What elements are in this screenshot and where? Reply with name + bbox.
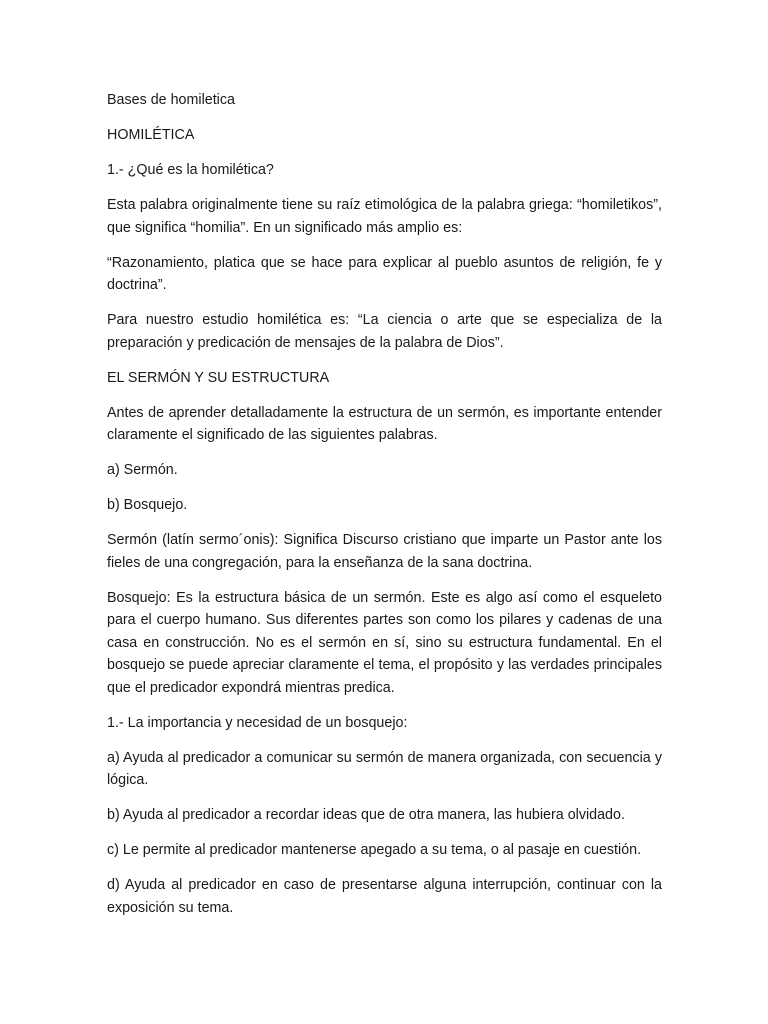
document-page	[107, 89, 662, 932]
list-item: c) Le permite al predicador mantenerse apegado a su tema, o al pasaje en cuestión.	[107, 842, 642, 858]
list-item: b) Ayuda al predicador a recordar ideas que de otra manera, las hubiera olvidado.	[107, 807, 625, 823]
section-heading: HOMILÉTICA	[107, 127, 195, 143]
list-item: d) Ayuda al predicador en caso de presentarse alguna interrupción, continuar con la exposición su tema.	[107, 877, 662, 916]
paragraph: Bosquejo: Es la estructura básica de un sermón. Este es algo así como el esqueleto para el cuerpo humano. Sus diferentes partes son como los pilares y cadenas de una casa en construcción. No es el sermón en sí, sino su estructura fundamental. En el bosquejo se puede apreciar claramente el tema, el propósito y las verdades principales que el predicador expondrá mientras predica.	[107, 589, 662, 696]
list-item: b) Bosquejo.	[107, 497, 188, 513]
question-heading: 1.- ¿Qué es la homilética?	[107, 162, 274, 178]
list-item: a) Sermón.	[107, 462, 178, 478]
paragraph: Esta palabra originalmente tiene su raíz etimológica de la palabra griega: “homiletikos”, que significa “homilia”. En un significado más amplio es:	[107, 197, 662, 236]
paragraph: Sermón (latín sermo´onis): Significa Discurso cristiano que imparte un Pastor ante los fieles de una congregación, para la enseñanza de la sana doctrina.	[107, 532, 662, 571]
paragraph: “Razonamiento, platica que se hace para explicar al pueblo asuntos de religión, fe y doctrina”.	[107, 254, 662, 293]
paragraph: Para nuestro estudio homilética es: “La ciencia o arte que se especializa de la preparación y predicación de mensajes de la palabra de Dios”.	[107, 312, 662, 351]
subsection-heading: 1.- La importancia y necesidad de un bosquejo:	[107, 714, 408, 731]
section-heading: EL SERMÓN Y SU ESTRUCTURA	[107, 369, 330, 386]
paragraph: Antes de aprender detalladamente la estructura de un sermón, es importante entender claramente el significado de las siguientes palabras.	[107, 404, 662, 443]
document-title: Bases de homiletica	[107, 92, 235, 108]
list-item: a) Ayuda al predicador a comunicar su sermón de manera organizada, con secuencia y lógica.	[107, 749, 662, 788]
